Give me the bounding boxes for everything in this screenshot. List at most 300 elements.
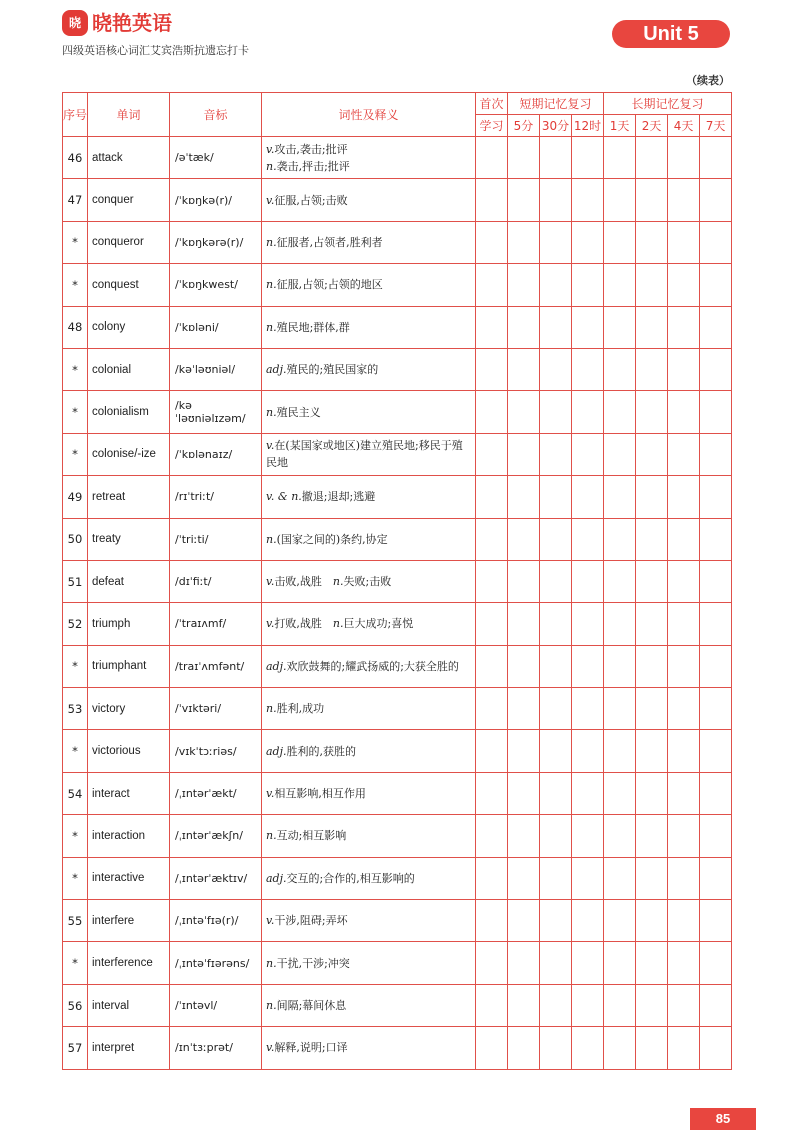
review-12h-checkbox-cell[interactable]: [572, 433, 604, 475]
logo-icon: 晓: [62, 10, 88, 36]
review-12h-checkbox-cell[interactable]: [572, 1027, 604, 1069]
review-2day-checkbox-cell[interactable]: [636, 306, 668, 348]
review-5min-checkbox-cell[interactable]: [508, 645, 540, 687]
table-row: [63, 730, 732, 772]
review-30min-checkbox-cell[interactable]: [540, 221, 572, 263]
phonetic-cell: /vɪkˈtɔːriəs/: [170, 730, 262, 772]
review-2day-checkbox-cell[interactable]: [636, 137, 668, 179]
review-12h-checkbox-cell[interactable]: [572, 603, 604, 645]
review-12h-checkbox-cell[interactable]: [572, 137, 604, 179]
word-cell: conqueror: [88, 221, 170, 263]
review-4day-checkbox-cell[interactable]: [668, 518, 700, 560]
review-12h-checkbox-cell[interactable]: [572, 645, 604, 687]
review-1day-checkbox-cell[interactable]: [604, 391, 636, 433]
review-12h-checkbox-cell[interactable]: [572, 900, 604, 942]
part-of-speech: v.: [266, 787, 275, 801]
review-4day-checkbox-cell[interactable]: [668, 476, 700, 518]
review-12h-checkbox-cell[interactable]: [572, 730, 604, 772]
part-of-speech: n.: [266, 278, 277, 292]
review-12h-checkbox-cell[interactable]: [572, 306, 604, 348]
header-long-term: 长期记忆复习: [604, 93, 732, 115]
first-study-checkbox-cell[interactable]: [476, 1027, 508, 1069]
review-7day-checkbox-cell[interactable]: [700, 433, 732, 475]
word-index: 54: [63, 772, 88, 814]
part-of-speech: adj.: [266, 363, 287, 377]
definition-cell: [262, 137, 476, 179]
review-30min-checkbox-cell[interactable]: [540, 942, 572, 984]
review-2day-checkbox-cell[interactable]: [636, 645, 668, 687]
review-7day-checkbox-cell[interactable]: [700, 772, 732, 814]
review-30min-checkbox-cell[interactable]: [540, 348, 572, 390]
meaning-text: 胜利,成功: [276, 702, 325, 716]
definition-cell: [262, 179, 476, 221]
review-12h-checkbox-cell[interactable]: [572, 391, 604, 433]
review-7day-checkbox-cell[interactable]: [700, 1027, 732, 1069]
review-7day-checkbox-cell[interactable]: [700, 306, 732, 348]
meaning-text: 胜利的,获胜的: [286, 744, 357, 758]
review-7day-checkbox-cell[interactable]: [700, 984, 732, 1026]
review-2day-checkbox-cell[interactable]: [636, 348, 668, 390]
word-index: *: [63, 348, 88, 390]
review-5min-checkbox-cell[interactable]: [508, 348, 540, 390]
part-of-speech: n.: [266, 320, 277, 334]
table-row: [63, 391, 732, 433]
table-row: [63, 348, 732, 390]
word-cell: conquest: [88, 264, 170, 306]
review-12h-checkbox-cell[interactable]: [572, 942, 604, 984]
first-study-checkbox-cell[interactable]: [476, 815, 508, 857]
review-12h-checkbox-cell[interactable]: [572, 857, 604, 899]
review-2day-checkbox-cell[interactable]: [636, 1027, 668, 1069]
part-of-speech: v.: [266, 914, 275, 928]
review-7day-checkbox-cell[interactable]: [700, 688, 732, 730]
word-cell: retreat: [88, 476, 170, 518]
first-study-checkbox-cell[interactable]: [476, 942, 508, 984]
first-study-checkbox-cell[interactable]: [476, 984, 508, 1026]
definition-cell: [262, 688, 476, 730]
phonetic-cell: /kəˈləʊniəl/: [170, 348, 262, 390]
definition-cell: [262, 942, 476, 984]
first-study-checkbox-cell[interactable]: [476, 560, 508, 602]
review-2day-checkbox-cell[interactable]: [636, 603, 668, 645]
word-cell: interference: [88, 942, 170, 984]
review-12h-checkbox-cell[interactable]: [572, 815, 604, 857]
meaning-text: 互动;相互影响: [276, 829, 347, 843]
word-cell: victory: [88, 688, 170, 730]
word-index: *: [63, 433, 88, 475]
review-4day-checkbox-cell[interactable]: [668, 900, 700, 942]
review-2day-checkbox-cell[interactable]: [636, 476, 668, 518]
review-7day-checkbox-cell[interactable]: [700, 518, 732, 560]
table-row: [63, 815, 732, 857]
word-index: *: [63, 942, 88, 984]
review-1day-checkbox-cell[interactable]: [604, 476, 636, 518]
review-1day-checkbox-cell[interactable]: [604, 815, 636, 857]
review-4day-checkbox-cell[interactable]: [668, 730, 700, 772]
review-2day-checkbox-cell[interactable]: [636, 772, 668, 814]
review-2day-checkbox-cell[interactable]: [636, 264, 668, 306]
first-study-checkbox-cell[interactable]: [476, 857, 508, 899]
review-4day-checkbox-cell[interactable]: [668, 433, 700, 475]
first-study-checkbox-cell[interactable]: [476, 348, 508, 390]
first-study-checkbox-cell[interactable]: [476, 433, 508, 475]
header-long-4day: 4天: [668, 115, 700, 137]
review-30min-checkbox-cell[interactable]: [540, 984, 572, 1026]
review-2day-checkbox-cell[interactable]: [636, 179, 668, 221]
meaning-text: 撤退;退却;逃避: [301, 490, 376, 504]
review-1day-checkbox-cell[interactable]: [604, 306, 636, 348]
first-study-checkbox-cell[interactable]: [476, 137, 508, 179]
review-7day-checkbox-cell[interactable]: [700, 603, 732, 645]
part-of-speech: adj.: [266, 744, 287, 758]
review-5min-checkbox-cell[interactable]: [508, 730, 540, 772]
review-4day-checkbox-cell[interactable]: [668, 221, 700, 263]
review-2day-checkbox-cell[interactable]: [636, 391, 668, 433]
review-12h-checkbox-cell[interactable]: [572, 221, 604, 263]
phonetic-cell: /ˈtriːti/: [170, 518, 262, 560]
review-1day-checkbox-cell[interactable]: [604, 984, 636, 1026]
phonetic-cell: /ˈkɒŋkərə(r)/: [170, 221, 262, 263]
table-row: [63, 984, 732, 1026]
word-cell: triumphant: [88, 645, 170, 687]
review-2day-checkbox-cell[interactable]: [636, 984, 668, 1026]
review-4day-checkbox-cell[interactable]: [668, 984, 700, 1026]
review-4day-checkbox-cell[interactable]: [668, 603, 700, 645]
phonetic-cell: /ˌɪntərˈæktɪv/: [170, 857, 262, 899]
review-2day-checkbox-cell[interactable]: [636, 942, 668, 984]
first-study-checkbox-cell[interactable]: [476, 476, 508, 518]
table-row: [63, 560, 732, 602]
table-row: [63, 137, 732, 179]
header-definition: 词性及释义: [262, 93, 476, 137]
review-5min-checkbox-cell[interactable]: [508, 137, 540, 179]
review-2day-checkbox-cell[interactable]: [636, 857, 668, 899]
review-30min-checkbox-cell[interactable]: [540, 137, 572, 179]
header-short-5min: 5分: [508, 115, 540, 137]
word-index: 47: [63, 179, 88, 221]
word-cell: interact: [88, 772, 170, 814]
review-4day-checkbox-cell[interactable]: [668, 137, 700, 179]
header-index: 序号: [63, 93, 88, 137]
first-study-checkbox-cell[interactable]: [476, 688, 508, 730]
review-30min-checkbox-cell[interactable]: [540, 560, 572, 602]
review-2day-checkbox-cell[interactable]: [636, 518, 668, 560]
definition-cell: [262, 264, 476, 306]
first-study-checkbox-cell[interactable]: [476, 772, 508, 814]
review-5min-checkbox-cell[interactable]: [508, 984, 540, 1026]
review-1day-checkbox-cell[interactable]: [604, 518, 636, 560]
review-5min-checkbox-cell[interactable]: [508, 772, 540, 814]
review-30min-checkbox-cell[interactable]: [540, 518, 572, 560]
review-2day-checkbox-cell[interactable]: [636, 815, 668, 857]
definition-cell: [262, 900, 476, 942]
part-of-speech: n.: [266, 532, 277, 546]
word-cell: conquer: [88, 179, 170, 221]
word-index: 46: [63, 137, 88, 179]
word-index: 52: [63, 603, 88, 645]
first-study-checkbox-cell[interactable]: [476, 730, 508, 772]
review-12h-checkbox-cell[interactable]: [572, 518, 604, 560]
word-index: *: [63, 645, 88, 687]
page-number: 85: [690, 1108, 756, 1130]
first-study-checkbox-cell[interactable]: [476, 221, 508, 263]
review-5min-checkbox-cell[interactable]: [508, 221, 540, 263]
review-5min-checkbox-cell[interactable]: [508, 603, 540, 645]
header-phonetic: 音标: [170, 93, 262, 137]
review-1day-checkbox-cell[interactable]: [604, 179, 636, 221]
review-7day-checkbox-cell[interactable]: [700, 179, 732, 221]
review-12h-checkbox-cell[interactable]: [572, 348, 604, 390]
review-5min-checkbox-cell[interactable]: [508, 179, 540, 221]
review-5min-checkbox-cell[interactable]: [508, 857, 540, 899]
review-1day-checkbox-cell[interactable]: [604, 348, 636, 390]
review-7day-checkbox-cell[interactable]: [700, 391, 732, 433]
review-5min-checkbox-cell[interactable]: [508, 815, 540, 857]
review-12h-checkbox-cell[interactable]: [572, 264, 604, 306]
review-1day-checkbox-cell[interactable]: [604, 221, 636, 263]
table-row: [63, 1027, 732, 1069]
review-1day-checkbox-cell[interactable]: [604, 1027, 636, 1069]
review-1day-checkbox-cell[interactable]: [604, 264, 636, 306]
review-30min-checkbox-cell[interactable]: [540, 900, 572, 942]
meaning-text: 殖民的;殖民国家的: [286, 363, 379, 377]
review-30min-checkbox-cell[interactable]: [540, 179, 572, 221]
review-7day-checkbox-cell[interactable]: [700, 221, 732, 263]
part-of-speech: v.: [266, 439, 275, 453]
first-study-checkbox-cell[interactable]: [476, 264, 508, 306]
review-5min-checkbox-cell[interactable]: [508, 433, 540, 475]
review-2day-checkbox-cell[interactable]: [636, 730, 668, 772]
phonetic-cell: /ˈkɒŋkə(r)/: [170, 179, 262, 221]
meaning-text: 在(某国家或地区)建立殖民地;移民于殖民地: [266, 439, 463, 470]
review-5min-checkbox-cell[interactable]: [508, 942, 540, 984]
review-1day-checkbox-cell[interactable]: [604, 900, 636, 942]
review-5min-checkbox-cell[interactable]: [508, 1027, 540, 1069]
review-5min-checkbox-cell[interactable]: [508, 306, 540, 348]
header-long-7day: 7天: [700, 115, 732, 137]
review-5min-checkbox-cell[interactable]: [508, 560, 540, 602]
review-4day-checkbox-cell[interactable]: [668, 264, 700, 306]
review-7day-checkbox-cell[interactable]: [700, 348, 732, 390]
word-index: 48: [63, 306, 88, 348]
review-7day-checkbox-cell[interactable]: [700, 137, 732, 179]
review-2day-checkbox-cell[interactable]: [636, 900, 668, 942]
word-index: 49: [63, 476, 88, 518]
review-5min-checkbox-cell[interactable]: [508, 476, 540, 518]
review-5min-checkbox-cell[interactable]: [508, 900, 540, 942]
review-2day-checkbox-cell[interactable]: [636, 560, 668, 602]
word-cell: treaty: [88, 518, 170, 560]
word-cell: triumph: [88, 603, 170, 645]
review-4day-checkbox-cell[interactable]: [668, 391, 700, 433]
part-of-speech: n.: [266, 999, 277, 1012]
part-of-speech: n.: [266, 702, 277, 716]
part-of-speech: v.: [266, 193, 275, 207]
word-cell: colonial: [88, 348, 170, 390]
review-30min-checkbox-cell[interactable]: [540, 476, 572, 518]
review-4day-checkbox-cell[interactable]: [668, 306, 700, 348]
meaning-text: 征服,占领;击败: [274, 193, 348, 207]
word-index: 55: [63, 900, 88, 942]
table-row: [63, 688, 732, 730]
meaning-text: 殖民主义: [276, 405, 321, 419]
review-7day-checkbox-cell[interactable]: [700, 730, 732, 772]
word-index: *: [63, 264, 88, 306]
phonetic-cell: /rɪˈtriːt/: [170, 476, 262, 518]
meaning-text: 干扰,干涉;冲突: [276, 956, 350, 970]
meaning-text: (国家之间的)条约,协定: [276, 532, 388, 546]
vocabulary-table: [62, 92, 732, 1070]
review-30min-checkbox-cell[interactable]: [540, 391, 572, 433]
word-index: *: [63, 391, 88, 433]
first-study-checkbox-cell[interactable]: [476, 306, 508, 348]
meaning-text: 袭击,抨击;批评: [276, 159, 350, 173]
review-30min-checkbox-cell[interactable]: [540, 815, 572, 857]
word-index: 57: [63, 1027, 88, 1069]
review-5min-checkbox-cell[interactable]: [508, 391, 540, 433]
review-12h-checkbox-cell[interactable]: [572, 560, 604, 602]
unit-badge: Unit 5: [612, 20, 730, 48]
part-of-speech: adj.: [266, 659, 287, 673]
header-short-term: 短期记忆复习: [508, 93, 604, 115]
meaning-text: 击败,战胜: [274, 575, 322, 589]
definition-cell: [262, 772, 476, 814]
header-short-12h: 12时: [572, 115, 604, 137]
header-short-30min: 30分: [540, 115, 572, 137]
review-30min-checkbox-cell[interactable]: [540, 306, 572, 348]
phonetic-cell: /ˌɪntəˈfɪə(r)/: [170, 900, 262, 942]
definition-cell: [262, 306, 476, 348]
review-1day-checkbox-cell[interactable]: [604, 560, 636, 602]
word-cell: colonise/-ize: [88, 433, 170, 475]
review-5min-checkbox-cell[interactable]: [508, 264, 540, 306]
review-7day-checkbox-cell[interactable]: [700, 857, 732, 899]
review-4day-checkbox-cell[interactable]: [668, 179, 700, 221]
word-index: *: [63, 857, 88, 899]
meaning-text: 间隔;幕间休息: [276, 999, 347, 1012]
header-long-2day: 2天: [636, 115, 668, 137]
word-cell: victorious: [88, 730, 170, 772]
part-of-speech: v.: [266, 617, 275, 631]
review-2day-checkbox-cell[interactable]: [636, 688, 668, 730]
review-30min-checkbox-cell[interactable]: [540, 433, 572, 475]
phonetic-cell: /əˈtæk/: [170, 137, 262, 179]
review-30min-checkbox-cell[interactable]: [540, 264, 572, 306]
review-12h-checkbox-cell[interactable]: [572, 476, 604, 518]
review-7day-checkbox-cell[interactable]: [700, 815, 732, 857]
review-1day-checkbox-cell[interactable]: [604, 603, 636, 645]
review-12h-checkbox-cell[interactable]: [572, 772, 604, 814]
review-30min-checkbox-cell[interactable]: [540, 730, 572, 772]
review-4day-checkbox-cell[interactable]: [668, 815, 700, 857]
review-4day-checkbox-cell[interactable]: [668, 857, 700, 899]
word-cell: attack: [88, 137, 170, 179]
phonetic-cell: /ˈɪntəvl/: [170, 984, 262, 1026]
first-study-checkbox-cell[interactable]: [476, 603, 508, 645]
review-5min-checkbox-cell[interactable]: [508, 518, 540, 560]
phonetic-cell: /ˈkɒləni/: [170, 306, 262, 348]
meaning-text: 失败;击败: [343, 575, 392, 589]
review-4day-checkbox-cell[interactable]: [668, 1027, 700, 1069]
first-study-checkbox-cell[interactable]: [476, 179, 508, 221]
meaning-text: 交互的;合作的,相互影响的: [286, 871, 415, 885]
first-study-checkbox-cell[interactable]: [476, 900, 508, 942]
review-1day-checkbox-cell[interactable]: [604, 730, 636, 772]
table-row: [63, 179, 732, 221]
review-7day-checkbox-cell[interactable]: [700, 900, 732, 942]
review-12h-checkbox-cell[interactable]: [572, 688, 604, 730]
meaning-text: 干涉,阻碍;弄坏: [274, 914, 348, 928]
review-12h-checkbox-cell[interactable]: [572, 984, 604, 1026]
table-row: [63, 857, 732, 899]
review-1day-checkbox-cell[interactable]: [604, 688, 636, 730]
review-4day-checkbox-cell[interactable]: [668, 942, 700, 984]
review-7day-checkbox-cell[interactable]: [700, 264, 732, 306]
review-7day-checkbox-cell[interactable]: [700, 942, 732, 984]
first-study-checkbox-cell[interactable]: [476, 391, 508, 433]
review-1day-checkbox-cell[interactable]: [604, 942, 636, 984]
part-of-speech: n.: [266, 235, 277, 249]
table-row: [63, 942, 732, 984]
review-2day-checkbox-cell[interactable]: [636, 221, 668, 263]
definition-cell: [262, 645, 476, 687]
table-row: [63, 518, 732, 560]
review-12h-checkbox-cell[interactable]: [572, 179, 604, 221]
word-cell: colonialism: [88, 391, 170, 433]
review-1day-checkbox-cell[interactable]: [604, 645, 636, 687]
review-7day-checkbox-cell[interactable]: [700, 476, 732, 518]
review-30min-checkbox-cell[interactable]: [540, 857, 572, 899]
phonetic-cell: /traɪˈʌmfənt/: [170, 645, 262, 687]
review-7day-checkbox-cell[interactable]: [700, 645, 732, 687]
definition-cell: [262, 984, 476, 1026]
review-4day-checkbox-cell[interactable]: [668, 348, 700, 390]
review-30min-checkbox-cell[interactable]: [540, 603, 572, 645]
review-30min-checkbox-cell[interactable]: [540, 1027, 572, 1069]
meaning-text: 相互影响,相互作用: [274, 787, 366, 801]
review-1day-checkbox-cell[interactable]: [604, 857, 636, 899]
review-7day-checkbox-cell[interactable]: [700, 560, 732, 602]
definition-cell: [262, 221, 476, 263]
definition-cell: [262, 348, 476, 390]
review-2day-checkbox-cell[interactable]: [636, 433, 668, 475]
phonetic-cell: /ˈkɒŋkwest/: [170, 264, 262, 306]
review-30min-checkbox-cell[interactable]: [540, 688, 572, 730]
review-30min-checkbox-cell[interactable]: [540, 645, 572, 687]
review-30min-checkbox-cell[interactable]: [540, 772, 572, 814]
part-of-speech: v.: [266, 1041, 275, 1055]
header-first-study-top: 首次: [476, 93, 508, 115]
review-1day-checkbox-cell[interactable]: [604, 772, 636, 814]
first-study-checkbox-cell[interactable]: [476, 645, 508, 687]
review-4day-checkbox-cell[interactable]: [668, 645, 700, 687]
definition-cell: [262, 391, 476, 433]
part-of-speech: n.: [332, 575, 344, 589]
review-4day-checkbox-cell[interactable]: [668, 688, 700, 730]
phonetic-cell: /ˈkɒlənaɪz/: [170, 433, 262, 475]
review-1day-checkbox-cell[interactable]: [604, 433, 636, 475]
review-5min-checkbox-cell[interactable]: [508, 688, 540, 730]
table-row: [63, 433, 732, 475]
review-4day-checkbox-cell[interactable]: [668, 560, 700, 602]
first-study-checkbox-cell[interactable]: [476, 518, 508, 560]
phonetic-cell: /dɪˈfiːt/: [170, 560, 262, 602]
definition-cell: [262, 730, 476, 772]
word-cell: interfere: [88, 900, 170, 942]
word-index: *: [63, 221, 88, 263]
review-1day-checkbox-cell[interactable]: [604, 137, 636, 179]
review-4day-checkbox-cell[interactable]: [668, 772, 700, 814]
